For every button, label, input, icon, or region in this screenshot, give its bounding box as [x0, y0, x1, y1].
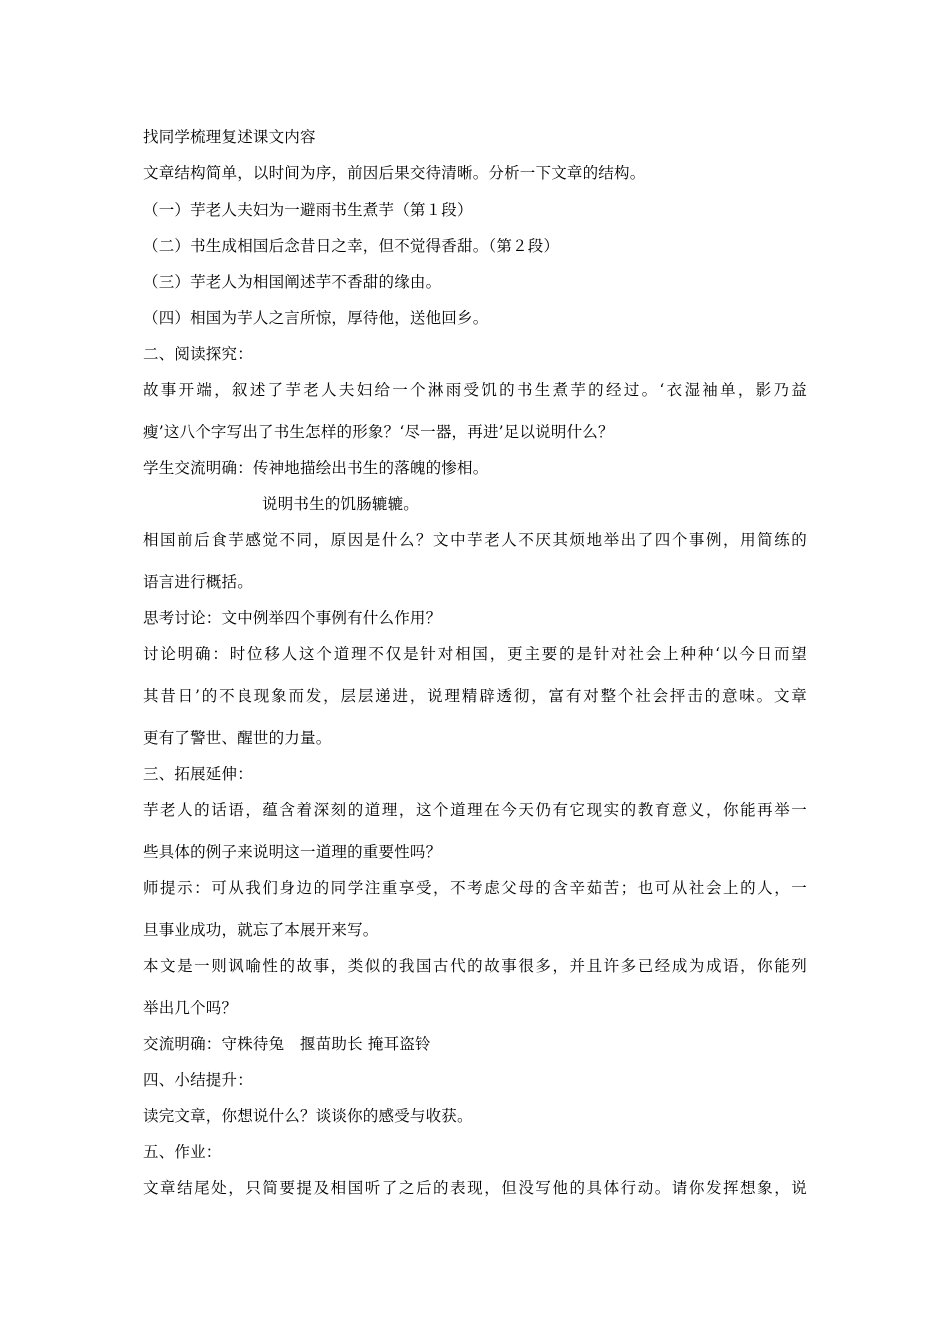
- text-line: 思考讨论：文中例举四个事例有什么作用？: [143, 609, 442, 627]
- section-heading: 四、小结提升：: [143, 1071, 253, 1089]
- text-line: 学生交流明确：传神地描绘出书生的落魄的惨相。: [143, 459, 489, 477]
- text-line: 说明书生的饥肠辘辘。: [262, 495, 420, 513]
- text-line: 芋老人的话语，蕴含着深刻的道理，这个道理在今天仍有它现实的教育意义，你能再举一: [143, 801, 807, 819]
- text-line: 读完文章，你想说什么？谈谈你的感受与收获。: [143, 1107, 473, 1125]
- text-line: （三）芋老人为相国阐述芋不香甜的缘由。: [143, 273, 442, 291]
- text-line: 本文是一则讽喻性的故事，类似的我国古代的故事很多，并且许多已经成为成语，你能列: [143, 957, 807, 975]
- text-line: （二）书生成相国后念昔日之幸，但不觉得香甜。（第２段）: [143, 237, 560, 255]
- text-line: 文章结构简单，以时间为序，前因后果交待清晰。分析一下文章的结构。: [143, 164, 646, 182]
- text-line: 文章结尾处，只简要提及相国听了之后的表现，但没写他的具体行动。请你发挥想象，说: [143, 1179, 807, 1197]
- text-line: 找同学梳理复述课文内容: [143, 128, 316, 146]
- text-line: 其昔日’的不良现象而发，层层递进，说理精辟透彻，富有对整个社会抨击的意味。文章: [143, 687, 807, 705]
- text-line: 交流明确：守株待兔 揠苗助长 掩耳盗铃: [143, 1035, 431, 1053]
- text-line: 故事开端，叙述了芋老人夫妇给一个淋雨受饥的书生煮芋的经过。‘衣湿袖单，影乃益: [143, 381, 807, 399]
- text-line: 相国前后食芋感觉不同，原因是什么？文中芋老人不厌其烦地举出了四个事例，用简练的: [143, 531, 807, 549]
- section-heading: 五、作业：: [143, 1143, 222, 1161]
- text-line: 举出几个吗？: [143, 999, 238, 1017]
- text-line: 更有了警世、醒世的力量。: [143, 729, 332, 747]
- text-line: 旦事业成功，就忘了本展开来写。: [143, 921, 379, 939]
- text-line: 师提示：可从我们身边的同学注重享受，不考虑父母的含辛茹苦；也可从社会上的人，一: [143, 879, 807, 897]
- text-line: 瘦’这八个字写出了书生怎样的形象？‘尽一器，再进’足以说明什么？: [143, 423, 614, 441]
- section-heading: 二、阅读探究：: [143, 345, 253, 363]
- text-line: （四）相国为芋人之言所惊，厚待他，送他回乡。: [143, 309, 489, 327]
- text-line: 些具体的例子来说明这一道理的重要性吗？: [143, 843, 442, 861]
- text-line: 讨论明确：时位移人这个道理不仅是针对相国，更主要的是针对社会上种种‘以今日而望: [143, 645, 807, 663]
- text-line: （一）芋老人夫妇为一避雨书生煮芋（第１段）: [143, 201, 473, 219]
- section-heading: 三、拓展延伸：: [143, 765, 253, 783]
- text-line: 语言进行概括。: [143, 573, 253, 591]
